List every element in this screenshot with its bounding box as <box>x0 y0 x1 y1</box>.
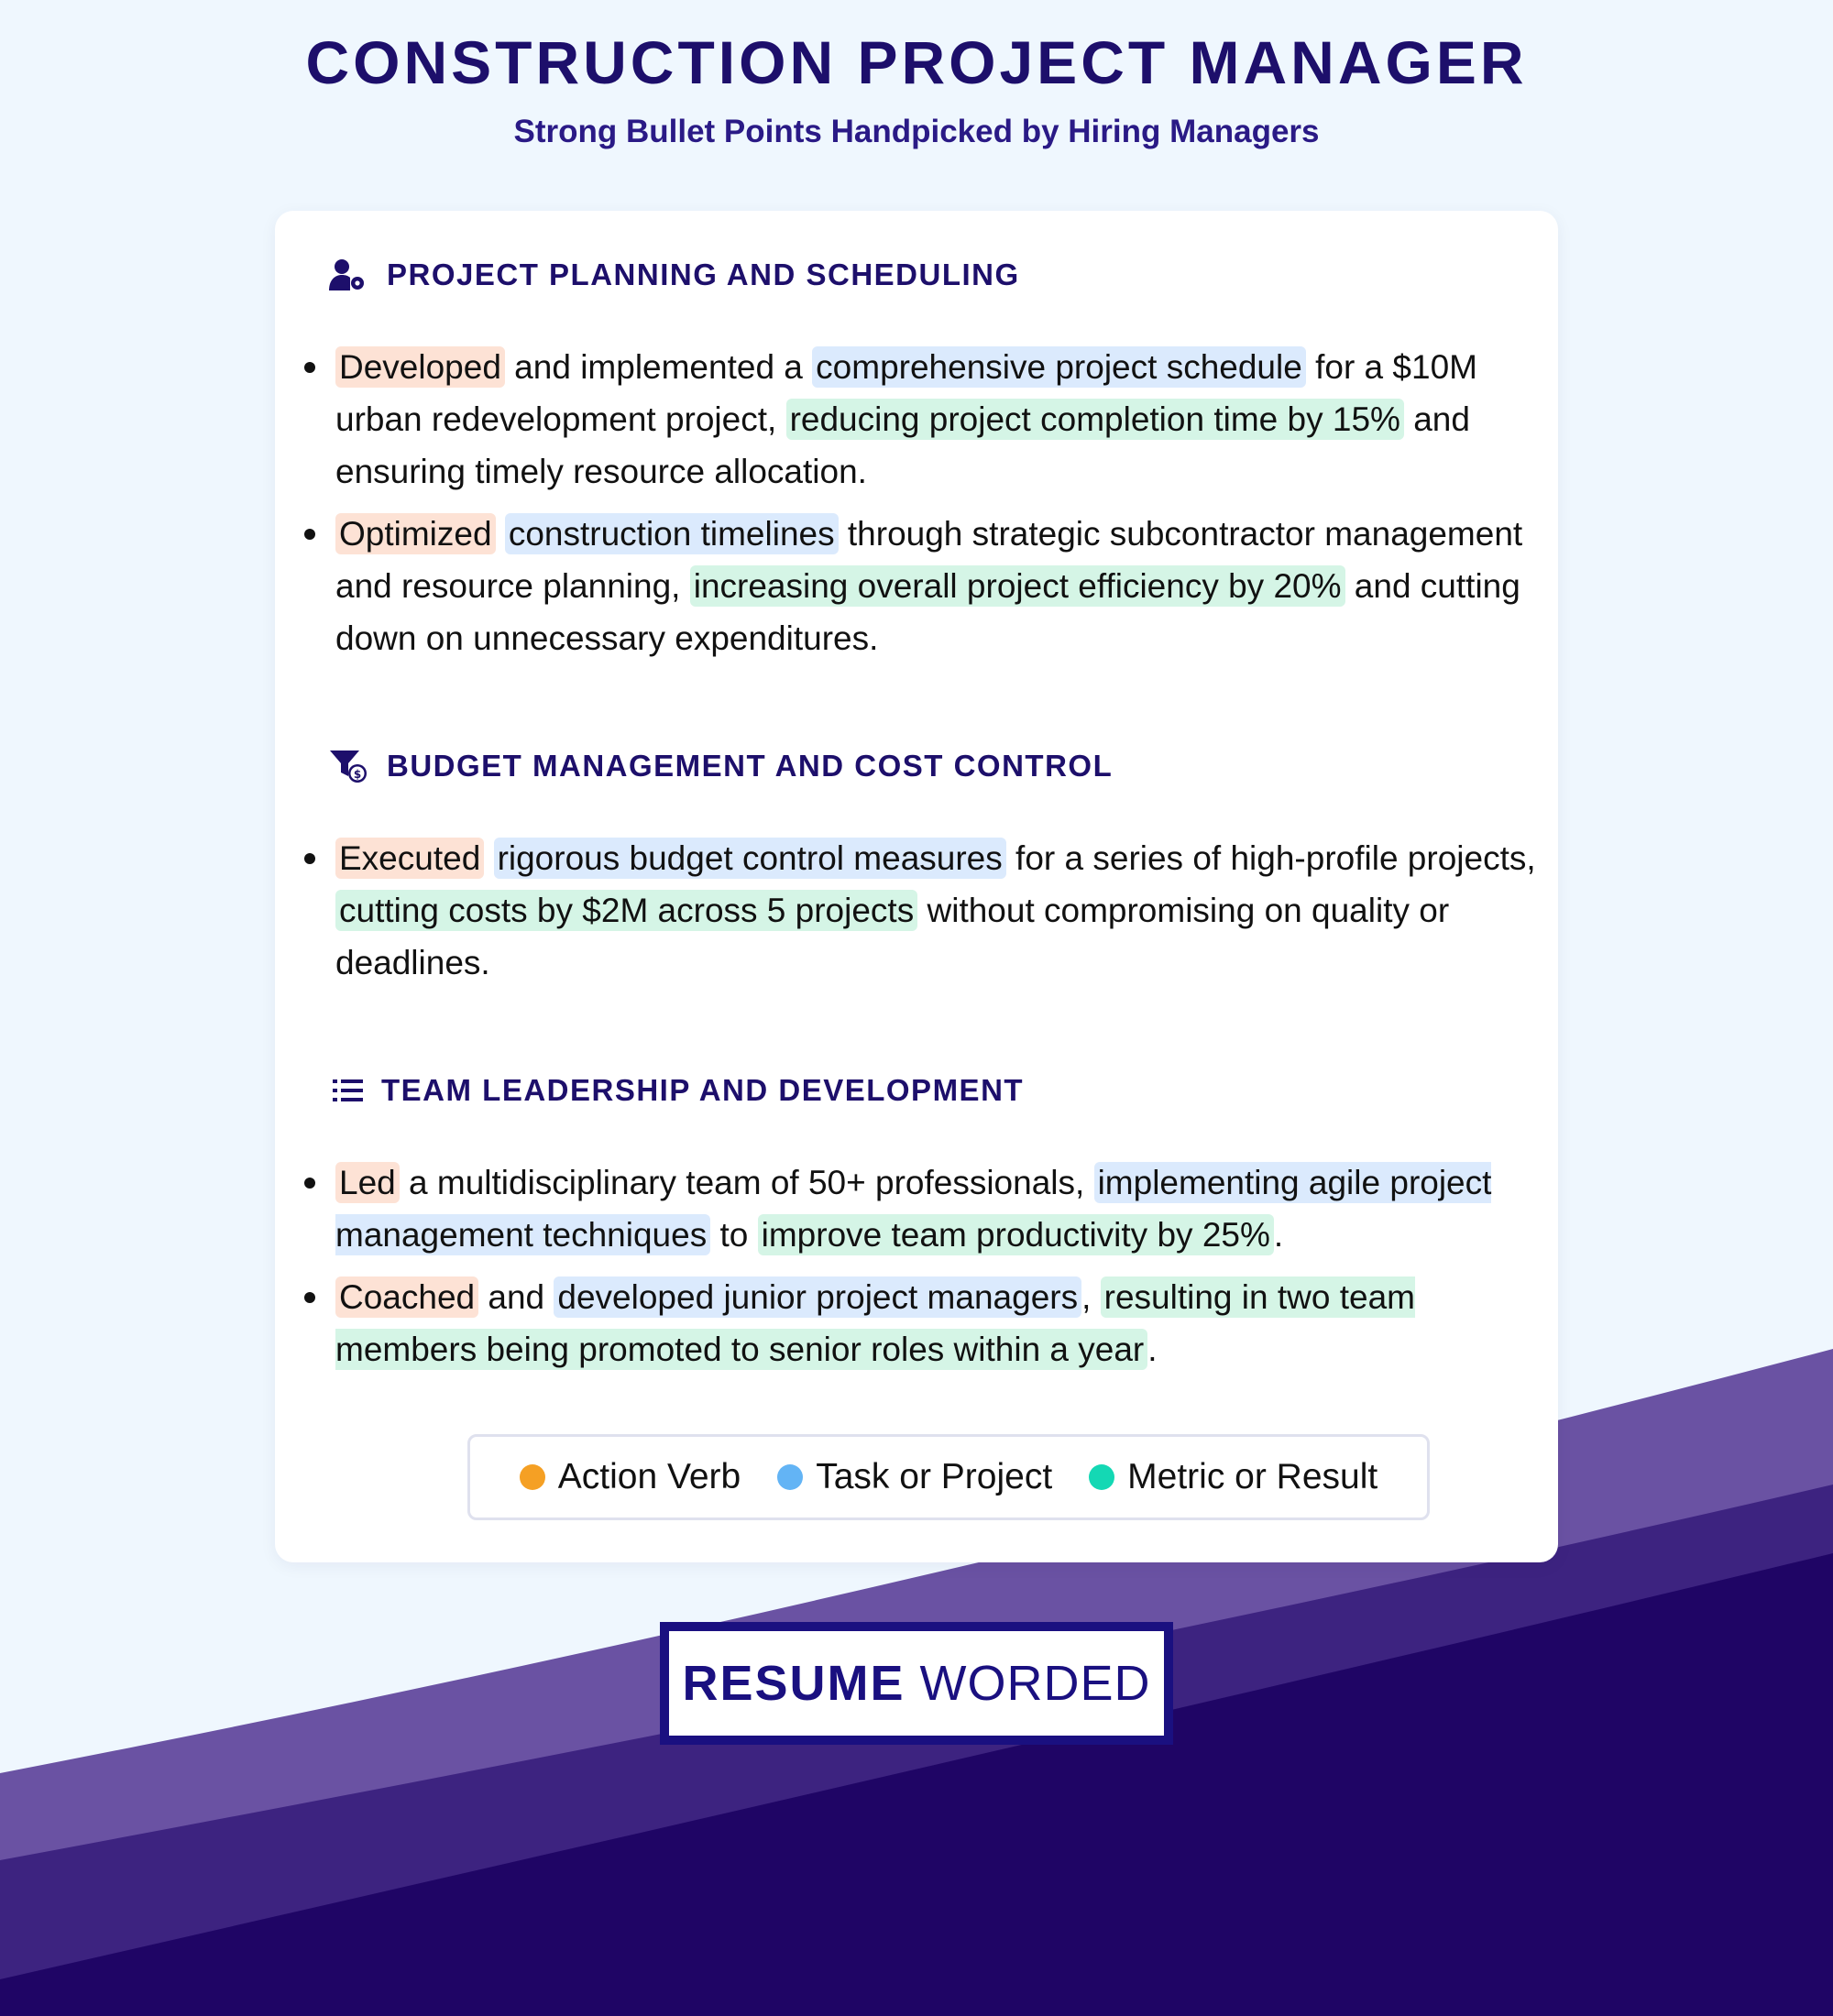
bullet-dot <box>304 1292 315 1303</box>
action-verb-highlight: Led <box>335 1162 400 1203</box>
logo-text-strong: RESUME <box>682 1656 906 1711</box>
task-highlight: comprehensive project schedule <box>812 346 1306 388</box>
legend-label: Action Verb <box>557 1457 741 1496</box>
bullet-text <box>335 838 1536 981</box>
task-highlight: developed junior project managers <box>554 1276 1081 1318</box>
bullet-text-segment <box>484 839 493 877</box>
legend-dot <box>520 1464 545 1490</box>
page-title: CONSTRUCTION PROJECT MANAGER <box>305 28 1528 96</box>
logo-box <box>669 1631 1164 1736</box>
bullet-text-segment: for a $10M urban redevelopment project, <box>335 348 1477 438</box>
bullet-dot <box>304 362 315 373</box>
bullet-text <box>335 1276 1415 1370</box>
bullet-text-segment: and <box>478 1278 554 1316</box>
funnel-dollar-icon <box>328 746 368 786</box>
bullet-item <box>275 508 1558 664</box>
task-highlight: construction timelines <box>505 513 839 554</box>
bullet-dot <box>304 529 315 540</box>
section-header <box>328 1068 1024 1113</box>
bullet-text-segment: and ensuring timely resource allocation. <box>335 400 1470 490</box>
legend-label: Metric or Result <box>1127 1457 1378 1496</box>
user-gear-icon <box>328 255 368 295</box>
bullet-text-segment: . <box>1147 1331 1158 1368</box>
bullet-text <box>335 513 1522 657</box>
svg-text:$: $ <box>353 768 362 781</box>
highlight-legend <box>467 1434 1430 1520</box>
legend-label: Task or Project <box>816 1457 1053 1496</box>
page-header <box>0 27 1833 150</box>
resume-worded-logo <box>660 1622 1173 1745</box>
bullet-item <box>275 1271 1558 1375</box>
bullet-text-segment: and implemented a <box>504 348 813 386</box>
legend-item-metric <box>1089 1457 1377 1497</box>
legend-dot <box>1089 1464 1114 1490</box>
bullet-item <box>275 341 1558 498</box>
bullet-text-segment: a multidisciplinary team of 50+ professionals, <box>399 1164 1094 1201</box>
bullet-item <box>275 1156 1558 1261</box>
bullet-list <box>275 1156 1558 1375</box>
action-verb-highlight: Executed <box>335 838 484 879</box>
bullet-dot <box>304 853 315 864</box>
action-verb-highlight: Coached <box>335 1276 478 1318</box>
legend-item-task <box>777 1457 1052 1497</box>
section-title: TEAM LEADERSHIP AND DEVELOPMENT <box>381 1073 1025 1107</box>
bullet-dot <box>304 1178 315 1189</box>
section-header <box>328 743 1113 789</box>
bullet-text-segment: for a series of high-profile projects, <box>1005 839 1536 877</box>
bullet-item <box>275 832 1558 989</box>
section-title: PROJECT PLANNING AND SCHEDULING <box>387 257 1020 291</box>
metric-highlight: improve team productivity by 25% <box>758 1214 1274 1255</box>
bullet-text-segment: without compromising on quality or deadlines. <box>335 892 1450 981</box>
bullet-text-segment: and cutting down on unnecessary expenditures. <box>335 567 1520 657</box>
task-highlight: implementing agile project management techniques <box>335 1164 1492 1254</box>
bullet-text-segment: . <box>1273 1216 1284 1254</box>
metric-highlight: reducing project completion time by 15% <box>786 399 1404 440</box>
bullet-list <box>275 832 1558 989</box>
page-subtitle: Strong Bullet Points Handpicked by Hiring Managers <box>513 114 1320 149</box>
action-verb-highlight: Developed <box>335 346 505 388</box>
section-title: BUDGET MANAGEMENT AND COST CONTROL <box>387 749 1114 783</box>
bullet-text-segment: to <box>710 1216 758 1254</box>
bullet-text-segment: through strategic subcontractor management and resource planning, <box>335 515 1523 605</box>
metric-highlight: resulting in two team members being promoted to senior roles within a year <box>335 1278 1415 1368</box>
list-icon <box>328 1070 368 1111</box>
legend-dot <box>777 1464 803 1490</box>
bullet-points-card <box>275 211 1558 1562</box>
metric-highlight: cutting costs by $2M across 5 projects <box>335 890 917 931</box>
metric-highlight: increasing overall project efficiency by 20% <box>690 565 1345 607</box>
action-verb-highlight: Optimized <box>335 513 496 554</box>
bullet-text <box>335 346 1477 490</box>
bullet-text-segment <box>496 515 505 553</box>
task-highlight: rigorous budget control measures <box>494 838 1006 879</box>
logo-text-light: WORDED <box>919 1656 1151 1711</box>
bullet-text-segment: , <box>1081 1278 1101 1316</box>
section-header <box>328 252 1020 298</box>
bullet-text <box>335 1162 1491 1255</box>
bullet-list <box>275 341 1558 664</box>
legend-item-action-verb <box>520 1457 741 1497</box>
